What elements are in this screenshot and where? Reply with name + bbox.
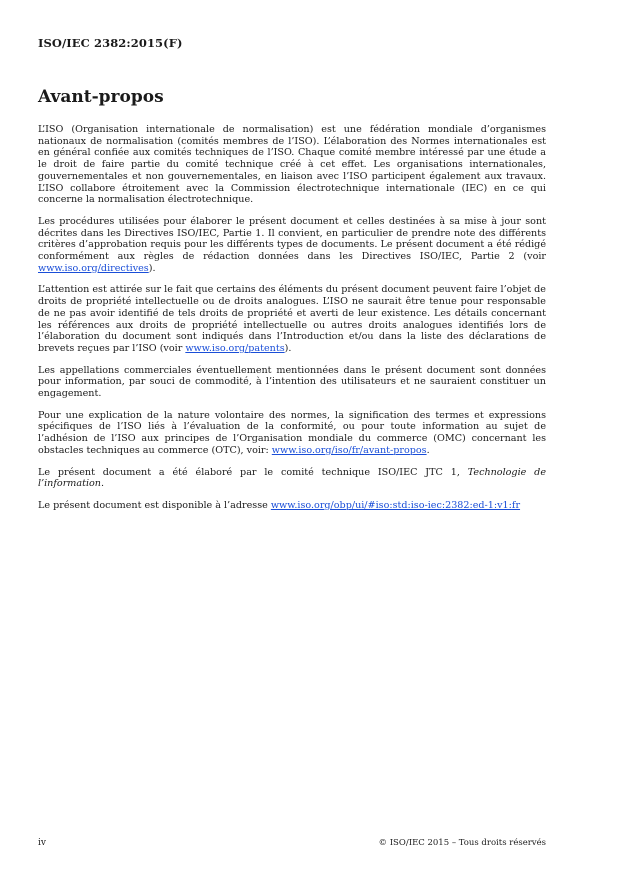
paragraph-iso-description: L’ISO (Organisation internationale de normalisation) est une fédération mondiale d’organismes nationaux de normalisation (comités membres de l’ISO). L’élaboration des Normes internationales est en général confiée aux comités techniques de l’ISO. Chaque comité membre intéressé par une étude a le droit de faire partie du comité technique créé à cet effet. Les organisations internationales, gouvernementales et non gouvernementales, en liaison avec l’ISO participent également aux travaux. L’ISO collabore étroitement avec la Commission électrotechnique internationale (IEC) en ce qui concerne la normalisation électrotechnique. xyxy=(38,124,546,206)
paragraph-availability xyxy=(38,500,546,512)
paragraph-text: . xyxy=(426,444,430,456)
page-number: iv xyxy=(38,838,46,848)
paragraph-procedures xyxy=(38,216,546,275)
document-header: ISO/IEC 2382:2015(F) xyxy=(38,36,183,50)
patents-link[interactable]: www.iso.org/patents xyxy=(185,342,285,354)
paragraph-patents xyxy=(38,284,546,354)
paragraph-text: Le présent document a été élaboré par le comité technique ISO/IEC JTC 1, xyxy=(38,466,468,478)
paragraph-text: Pour une explication de la nature volontaire des normes, la signification des termes et expressions spécifiques de l’ISO liés à l’évaluation de la conformité, ou pour toute information au sujet de l’adhésion de l’ISO aux principes de l’Organisation mondiale du commerce (OMC) concernant les obstacles techniques au commerce (OTC), voir: xyxy=(38,409,546,456)
foreword-link[interactable]: www.iso.org/iso/fr/avant-propos xyxy=(271,444,427,456)
paragraph-text: Les procédures utilisées pour élaborer le présent document et celles destinées à sa mise à jour sont décrites dans les Directives ISO/IEC, Partie 1. Il convient, en particulier de prendre note des différents critères d’approbation requis pour les différents types de documents. Le présent document a été rédigé conformément aux règles de rédaction données dans les Directives ISO/IEC, Partie 2 (voir xyxy=(38,215,546,263)
paragraph-text: ). xyxy=(284,342,292,354)
committee-title: Technologie de l’information xyxy=(38,466,546,490)
directives-link[interactable]: www.iso.org/directives xyxy=(38,262,149,274)
paragraph-text: Le présent document est disponible à l’adresse xyxy=(38,499,271,511)
page-title: Avant-propos xyxy=(38,87,164,107)
paragraph-committee xyxy=(38,467,546,490)
paragraph-text: . xyxy=(100,478,105,490)
obp-link[interactable]: www.iso.org/obp/ui/#iso:std:iso-iec:2382:ed-1:v1:fr xyxy=(270,499,521,511)
paragraph-voluntary-nature xyxy=(38,410,546,457)
copyright-notice: © ISO/IEC 2015 – Tous droits réservés xyxy=(378,838,546,848)
paragraph-trade-names: Les appellations commerciales éventuellement mentionnées dans le présent document sont données pour information, par souci de commodité, à l’intention des utilisateurs et ne sauraient constituer un engagement. xyxy=(38,364,546,400)
paragraph-text: L’attention est attirée sur le fait que certains des éléments du présent document peuvent faire l’objet de droits de propriété intellectuelle ou de droits analogues. L’ISO ne saurait être tenue pour responsable de ne pas avoir identifié de tels droits de propriété et averti de leur existence. Les détails concernant les références aux droits de propriété intellectuelle ou autres droits analogues identifiés lors de l’élaboration du document sont indiqués dans l’Introduction et/ou dans la liste des déclarations de brevets reçues par l’ISO (voir xyxy=(38,284,546,354)
foreword-body xyxy=(38,124,546,522)
paragraph-text: ). xyxy=(148,262,156,274)
